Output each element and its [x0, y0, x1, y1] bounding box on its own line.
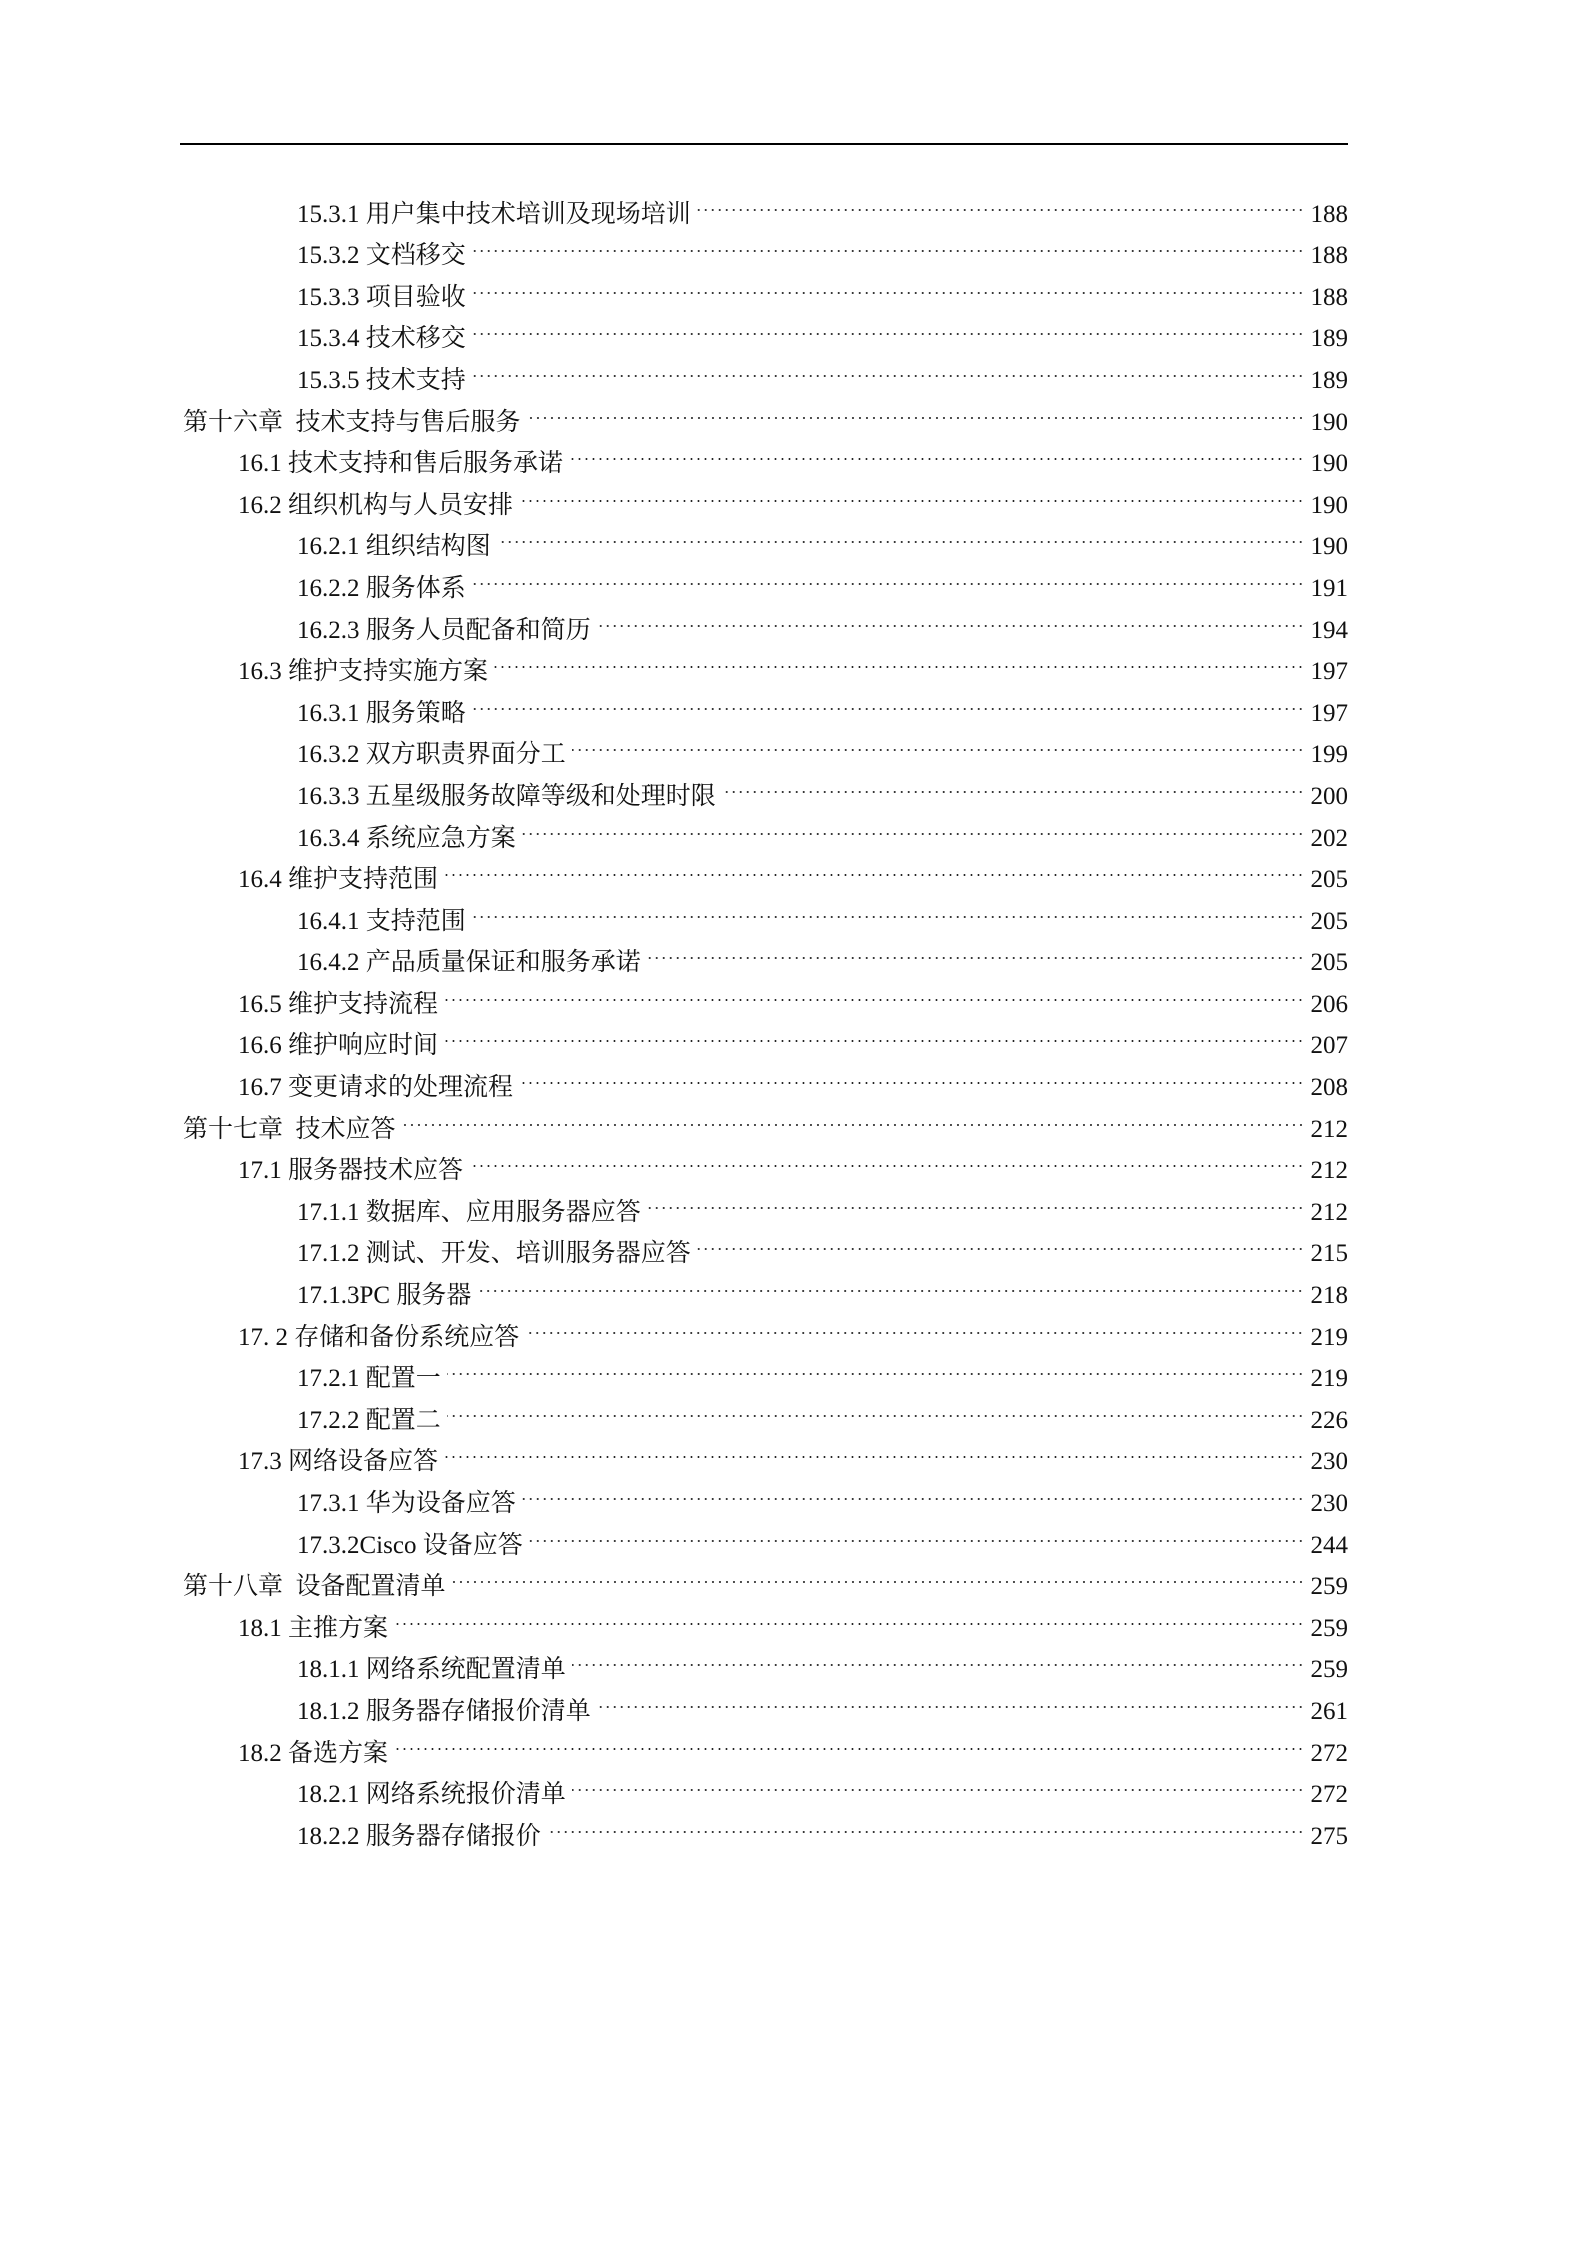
toc-dot-leader [444, 1012, 1304, 1054]
toc-entry-page-number: 259 [1310, 1614, 1348, 1642]
toc-dot-leader [394, 1594, 1304, 1636]
toc-entry-page-number: 190 [1310, 533, 1348, 561]
toc-entry-page-number: 190 [1310, 450, 1348, 478]
toc-dot-leader [519, 1053, 1304, 1095]
toc-entry-page-number: 205 [1310, 866, 1348, 894]
toc-entry-number: 16.7 [238, 1074, 282, 1102]
toc-entry-title [297, 568, 472, 610]
toc-dot-leader [447, 1345, 1304, 1387]
toc-dot-leader [472, 887, 1304, 929]
toc-entry-text: 技术支持 [365, 366, 466, 394]
toc-entry-text: 服务体系 [365, 574, 466, 602]
toc-dot-leader [444, 970, 1304, 1012]
toc-dot-leader [697, 180, 1304, 222]
toc-entry-title [297, 734, 572, 776]
toc-entry-title [297, 1816, 547, 1858]
toc-entry-text: 维护支持流程 [288, 990, 439, 1018]
toc-entry-page-number: 272 [1310, 1781, 1348, 1809]
toc-entry-page-number: 261 [1310, 1697, 1348, 1725]
toc-entry-text: 网络设备应答 [288, 1448, 439, 1476]
toc-entry-text: 系统应急方案 [365, 824, 516, 852]
toc-dot-leader [572, 721, 1304, 763]
toc-entry-title [297, 526, 497, 568]
toc-entry-page-number: 202 [1310, 824, 1348, 852]
toc-entry-number: 第十八章 [183, 1573, 284, 1601]
toc-entry-number: 15.3.3 [297, 283, 360, 311]
toc-entry-title [297, 1483, 522, 1525]
toc-entry-page-number: 188 [1310, 283, 1348, 311]
toc-entry-title [238, 651, 494, 693]
toc-dot-leader [472, 222, 1304, 264]
toc-entry-text: 技术支持和售后服务承诺 [288, 450, 564, 478]
toc-dot-leader [472, 305, 1304, 347]
toc-entry-page-number: 275 [1310, 1822, 1348, 1850]
toc-entry-text: 备选方案 [288, 1739, 389, 1767]
toc-entry-title [297, 1358, 447, 1400]
toc-entry-text: 华为设备应答 [365, 1490, 516, 1517]
toc-entry-text: 服务器存储报价 [365, 1822, 541, 1850]
toc-entry-title [183, 1109, 402, 1151]
toc-entry-page-number: 212 [1310, 1198, 1348, 1226]
toc-dot-leader [569, 430, 1304, 472]
toc-dot-leader [472, 679, 1304, 721]
toc-entry-title [238, 485, 519, 527]
toc-entry-title [297, 360, 472, 402]
toc-entry-title [297, 1400, 447, 1442]
toc-entry-page-number: 212 [1310, 1115, 1348, 1143]
toc-dot-leader [519, 471, 1304, 513]
toc-dot-leader [525, 1303, 1304, 1345]
toc-entry-page-number: 212 [1310, 1157, 1348, 1185]
toc-entry-text: 维护响应时间 [288, 1032, 439, 1060]
toc-dot-leader [547, 1802, 1304, 1844]
toc-entry-number: 15.3.1 [297, 200, 360, 228]
toc-dot-leader [522, 1469, 1304, 1511]
toc-entry-page-number: 189 [1310, 366, 1348, 394]
header-rule [180, 143, 1348, 145]
toc-entry-text: 网络系统报价清单 [365, 1781, 566, 1809]
toc-entry-page-number: 219 [1310, 1323, 1348, 1351]
toc-dot-leader [647, 1178, 1304, 1220]
toc-entry-number: 16.3 [238, 658, 282, 686]
toc-entry-title [238, 1150, 469, 1192]
toc-entry-page-number: 206 [1310, 990, 1348, 1018]
toc-entry-title [297, 1774, 572, 1816]
toc-entry-page-number: 230 [1310, 1448, 1348, 1476]
toc-dot-leader [522, 804, 1304, 846]
toc-entry-text: 服务器存储报价清单 [365, 1697, 591, 1725]
toc-dot-leader [472, 263, 1304, 305]
toc-dot-leader [472, 346, 1304, 388]
toc-entry-number: 18.2.2 [297, 1822, 360, 1850]
toc-entry-page-number: 191 [1310, 574, 1348, 602]
toc-entry-text: 主推方案 [288, 1614, 389, 1642]
toc-entry-text: 设备配置清单 [295, 1573, 446, 1601]
toc-entry-page-number: 190 [1310, 491, 1348, 519]
toc-dot-leader [444, 846, 1304, 888]
toc-entry-number: 17.3 [238, 1448, 282, 1476]
toc-entry-number: 15.3.4 [297, 325, 360, 353]
toc-entry-title [238, 1608, 394, 1650]
toc-entry-number: 16.4 [238, 866, 282, 894]
toc-entry-text: 组织机构与人员安排 [288, 491, 514, 519]
toc-entry-number: 17.3.2 [297, 1531, 360, 1559]
toc-entry-page-number: 218 [1310, 1282, 1348, 1310]
toc-entry-number: 17.1.2 [297, 1240, 360, 1268]
toc-dot-leader [527, 388, 1304, 430]
toc-entry-number: 15.3.2 [297, 242, 360, 270]
toc-entry-text: 配置二 [365, 1406, 441, 1434]
toc-entry-number: 17.1 [238, 1157, 282, 1185]
toc-dot-leader [394, 1719, 1304, 1761]
toc-dot-leader [494, 638, 1304, 680]
toc-dot-leader [452, 1553, 1304, 1595]
toc-dot-leader [444, 1428, 1304, 1470]
toc-entry-page-number: 207 [1310, 1032, 1348, 1060]
toc-entry-page-number: 190 [1310, 408, 1348, 436]
toc-entry-number: 16.2.3 [297, 616, 360, 644]
toc-entry-text: 维护支持范围 [288, 866, 439, 894]
toc-entry-number: 17.2.2 [297, 1406, 360, 1434]
toc-entry-text: 维护支持实施方案 [288, 658, 489, 686]
toc-entry-title [238, 859, 444, 901]
toc-entry-text: Cisco 设备应答 [359, 1531, 523, 1559]
toc-entry-title [297, 1649, 572, 1691]
toc-entry-number: 17.3.1 [297, 1490, 360, 1517]
toc-entry-page-number: 208 [1310, 1074, 1348, 1102]
toc-entry-text: 支持范围 [365, 907, 466, 935]
toc-entry-page-number: 226 [1310, 1406, 1348, 1434]
toc-entry-title [297, 1275, 477, 1317]
toc-entry-page-number: 194 [1310, 616, 1348, 644]
toc-dot-leader [529, 1511, 1304, 1553]
toc-entry-title [297, 901, 472, 943]
toc-entry-text: 组织结构图 [365, 533, 491, 561]
toc-entry-number: 16.3.3 [297, 782, 360, 810]
toc-entry-title [183, 402, 527, 444]
toc-entry-number: 17.1.1 [297, 1198, 360, 1226]
toc-entry-page-number: 205 [1310, 907, 1348, 935]
toc-entry-page-number: 244 [1310, 1531, 1348, 1559]
toc-entry-number: 16.6 [238, 1032, 282, 1060]
toc-entry-page-number: 272 [1310, 1739, 1348, 1767]
toc-entry-page-number: 259 [1310, 1573, 1348, 1601]
toc-entry-title [238, 1441, 444, 1483]
toc-dot-leader [572, 1761, 1304, 1803]
toc-entry-number: 16.2.1 [297, 533, 360, 561]
toc-dot-leader [497, 513, 1304, 555]
toc-dot-leader [469, 1137, 1304, 1179]
toc-entry-page-number: 188 [1310, 200, 1348, 228]
toc-entry-text: 项目验收 [365, 283, 466, 311]
toc-entry-number: 15.3.5 [297, 366, 360, 394]
toc-entry-text: 技术支持与售后服务 [295, 408, 521, 436]
toc-entry-title [238, 1733, 394, 1775]
toc-entry-text: 用户集中技术培训及现场培训 [365, 200, 691, 228]
toc-entry-title [297, 277, 472, 319]
toc-entry-page-number: 197 [1310, 699, 1348, 727]
toc-entry-text: PC 服务器 [359, 1282, 472, 1310]
toc-dot-leader [597, 596, 1304, 638]
toc-entry-title [297, 693, 472, 735]
toc-entry-number: 17.1.3 [297, 1282, 360, 1310]
toc-entry-text: 服务人员配备和简历 [365, 616, 591, 644]
toc-entry-number: 第十七章 [183, 1115, 284, 1143]
toc-entry-text: 产品质量保证和服务承诺 [365, 949, 641, 977]
toc-entry-number: 16.4.2 [297, 949, 360, 977]
toc-entry-number: 16.3.2 [297, 741, 360, 769]
toc-entry-page-number: 199 [1310, 741, 1348, 769]
toc-entry-title [238, 984, 444, 1026]
toc-dot-leader [722, 762, 1304, 804]
toc-entry-page-number: 188 [1310, 242, 1348, 270]
toc-entry-title [297, 318, 472, 360]
toc-entry-number: 17.2.1 [297, 1365, 360, 1393]
toc-entry-text: 配置一 [365, 1365, 441, 1393]
toc-entry-number: 17. 2 [238, 1323, 288, 1351]
toc-dot-leader [597, 1677, 1304, 1719]
toc-entry-text: 数据库、应用服务器应答 [365, 1198, 641, 1226]
toc-entry-title [297, 1192, 647, 1234]
toc-entry-text: 双方职责界面分工 [365, 741, 566, 769]
toc-entry-text: 五星级服务故障等级和处理时限 [365, 782, 716, 810]
toc-entry-number: 16.3.4 [297, 824, 360, 852]
toc-dot-leader [572, 1636, 1304, 1678]
toc-entry-page-number: 259 [1310, 1656, 1348, 1684]
toc-dot-leader [447, 1386, 1304, 1428]
toc-entry-number: 18.1 [238, 1614, 282, 1642]
toc-entry-number: 16.4.1 [297, 907, 360, 935]
toc-entry-number: 16.1 [238, 450, 282, 478]
toc-entry-page-number: 189 [1310, 325, 1348, 353]
toc-entry-number: 18.1.2 [297, 1697, 360, 1725]
toc-entry-number: 18.2 [238, 1739, 282, 1767]
toc-dot-leader [402, 1095, 1304, 1137]
toc-entry-title [297, 235, 472, 277]
toc-dot-leader [697, 1220, 1304, 1262]
table-of-contents [180, 180, 1348, 1850]
toc-entry-page-number: 205 [1310, 949, 1348, 977]
toc-entry-title [238, 1025, 444, 1067]
toc-dot-leader [477, 1261, 1304, 1303]
toc-entry-text: 文档移交 [365, 242, 466, 270]
toc-entry-text: 存储和备份系统应答 [294, 1323, 520, 1351]
toc-entry-page-number: 215 [1310, 1240, 1348, 1268]
toc-entry-number: 16.5 [238, 990, 282, 1018]
toc-entry-text: 测试、开发、培训服务器应答 [365, 1240, 691, 1268]
toc-entry-page-number: 219 [1310, 1365, 1348, 1393]
toc-entry-number: 16.3.1 [297, 699, 360, 727]
toc-entry-number: 16.2.2 [297, 574, 360, 602]
toc-entry-page-number: 197 [1310, 658, 1348, 686]
toc-entry-text: 技术应答 [295, 1115, 396, 1143]
toc-entry-page-number: 200 [1310, 782, 1348, 810]
toc-entry-page-number: 230 [1310, 1490, 1348, 1517]
toc-entry-15-3-1[interactable] [180, 180, 1348, 228]
toc-dot-leader [472, 554, 1304, 596]
toc-entry-number: 18.2.1 [297, 1781, 360, 1809]
toc-dot-leader [647, 929, 1304, 971]
toc-entry-text: 技术移交 [365, 325, 466, 353]
toc-entry-text: 网络系统配置清单 [365, 1656, 566, 1684]
toc-entry-text: 变更请求的处理流程 [288, 1074, 514, 1102]
toc-entry-text: 服务策略 [365, 699, 466, 727]
toc-entry-number: 第十六章 [183, 408, 284, 436]
toc-entry-number: 16.2 [238, 491, 282, 519]
toc-entry-text: 服务器技术应答 [288, 1157, 464, 1185]
toc-entry-number: 18.1.1 [297, 1656, 360, 1684]
